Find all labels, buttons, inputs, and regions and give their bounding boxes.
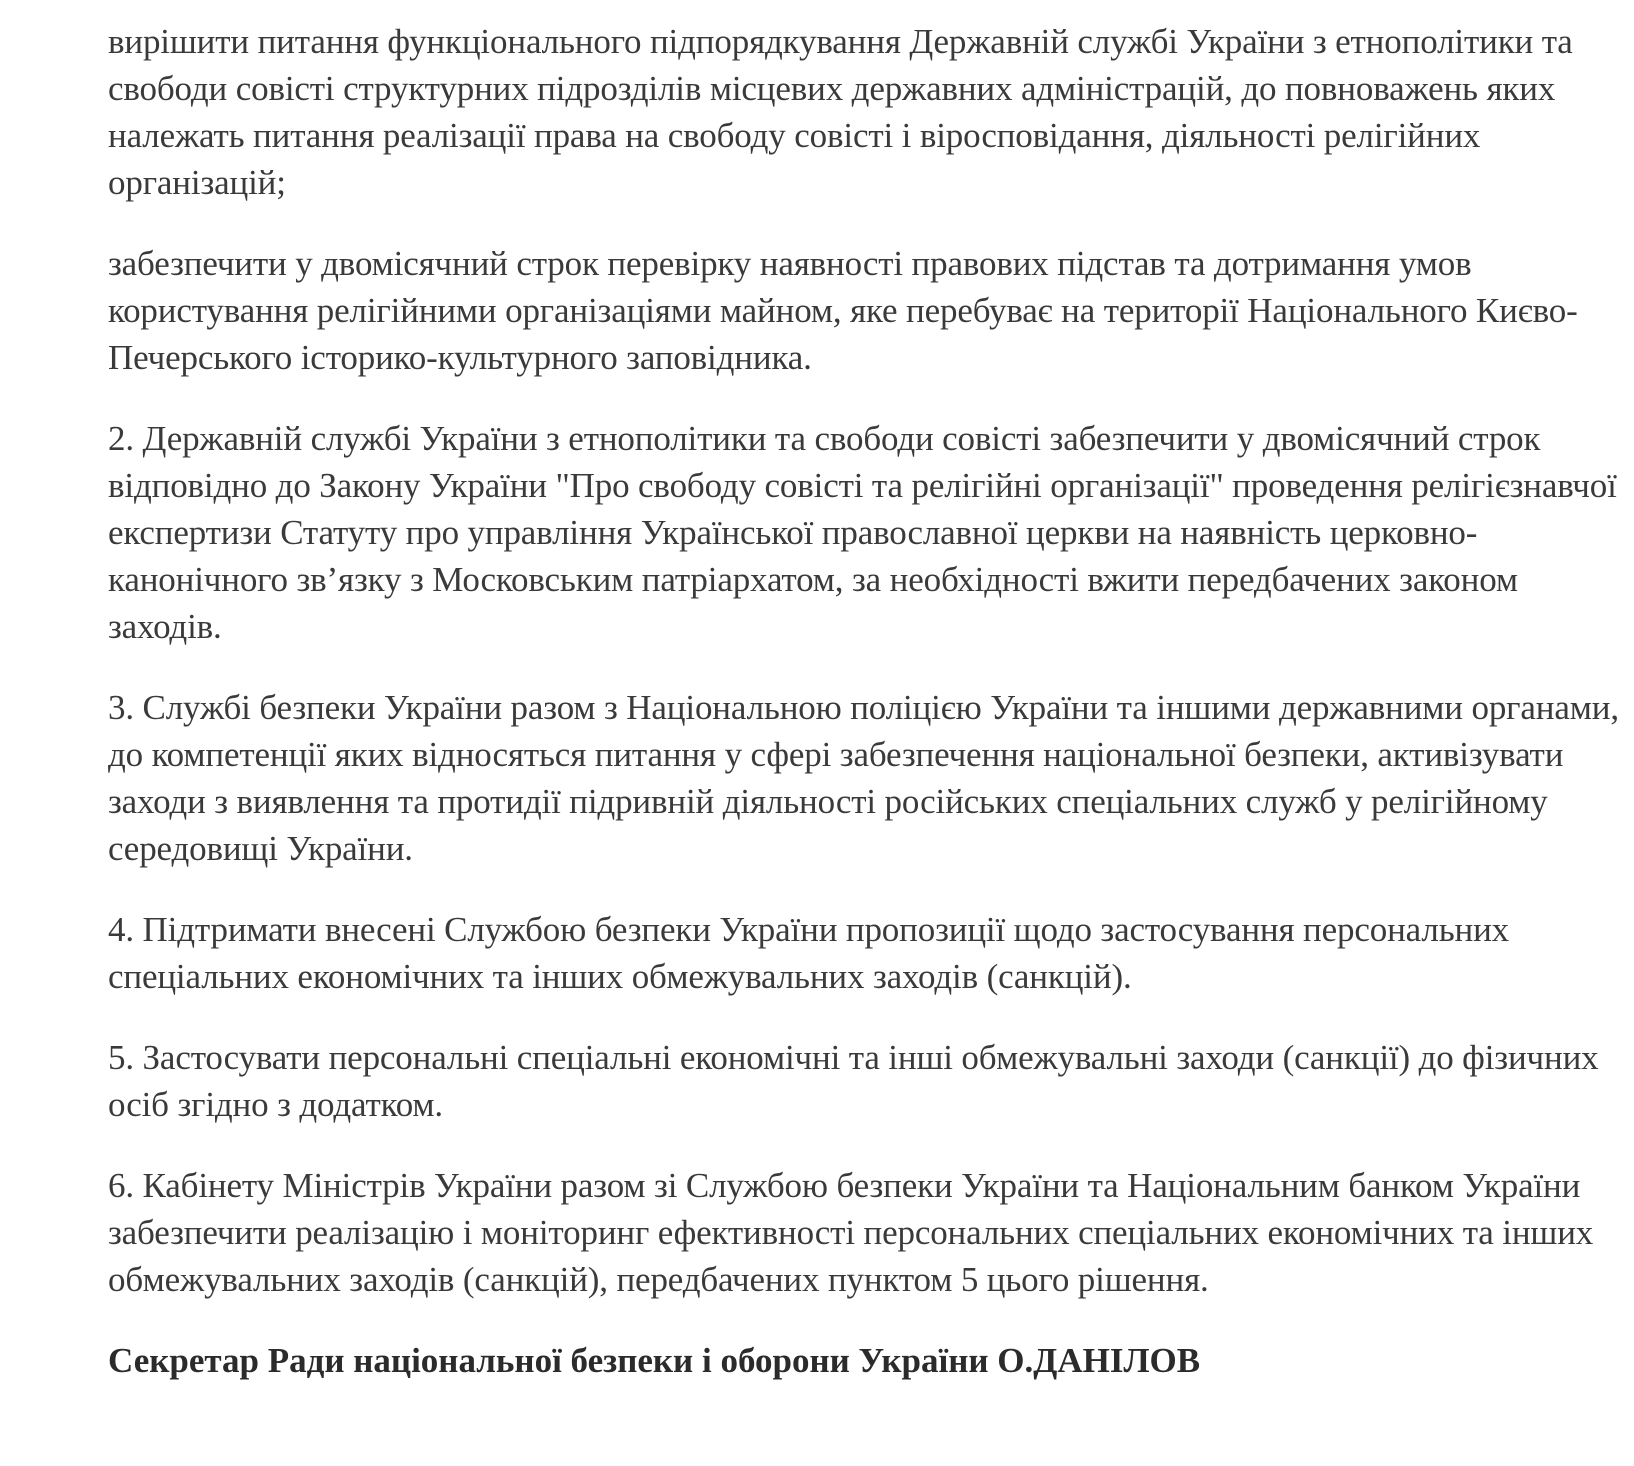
paragraph-item-2: 2. Державній службі України з етнополітики та свободи совісті забезпечити у двомісячний строк відповідно до Закону України "Про свободу совісті та релігійні організації" проведення релігієзнавчої експертизи Статуту про управління Української православної церкви на наявність церковно-канонічного зв’язку з Московським патріархатом, за необхідності вжити передбачених законом заходів. bbox=[108, 419, 1617, 646]
document-body bbox=[108, 18, 1623, 1384]
paragraph-item-4: 4. Підтримати внесені Службою безпеки України пропозиції щодо застосування персональних спеціальних економічних та інших обмежувальних заходів (санкцій). bbox=[108, 910, 1510, 996]
paragraph-item-6: 6. Кабінету Міністрів України разом зі Службою безпеки України та Національним банком України забезпечити реалізацію і моніторинг ефективності персональних спеціальних економічних та інших обмежувальних заходів (санкцій), передбачених пунктом 5 цього рішення. bbox=[108, 1166, 1594, 1299]
paragraph-item-5: 5. Застосувати персональні спеціальні економічні та інші обмежувальні заходи (санкції) до фізичних осіб згідно з додатком. bbox=[108, 1038, 1599, 1124]
paragraph-item-3: 3. Службі безпеки України разом з Національною поліцією України та іншими державними органами, до компетенції яких відносяться питання у сфері забезпечення національної безпеки, активізувати заходи з виявлення та протидії підривній діяльності російських спеціальних служб у релігійному середовищі України. bbox=[108, 688, 1619, 868]
paragraph-functional-subordination: вирішити питання функціонального підпорядкування Державній службі України з етнополітики та свободи совісті структурних підрозділів місцевих державних адміністрацій, до повноважень яких належать питання реалізації права на свободу совісті і віросповідання, діяльності релігійних організацій; bbox=[108, 22, 1573, 202]
signature-line: Секретар Ради національної безпеки і оборони України О.ДАНІЛОВ bbox=[108, 1341, 1201, 1380]
paragraph-property-check: забезпечити у двомісячний строк перевірку наявності правових підстав та дотримання умов користування релігійними організаціями майном, яке перебуває на території Національного Києво-Печерського історико-культурного заповідника. bbox=[108, 244, 1578, 377]
